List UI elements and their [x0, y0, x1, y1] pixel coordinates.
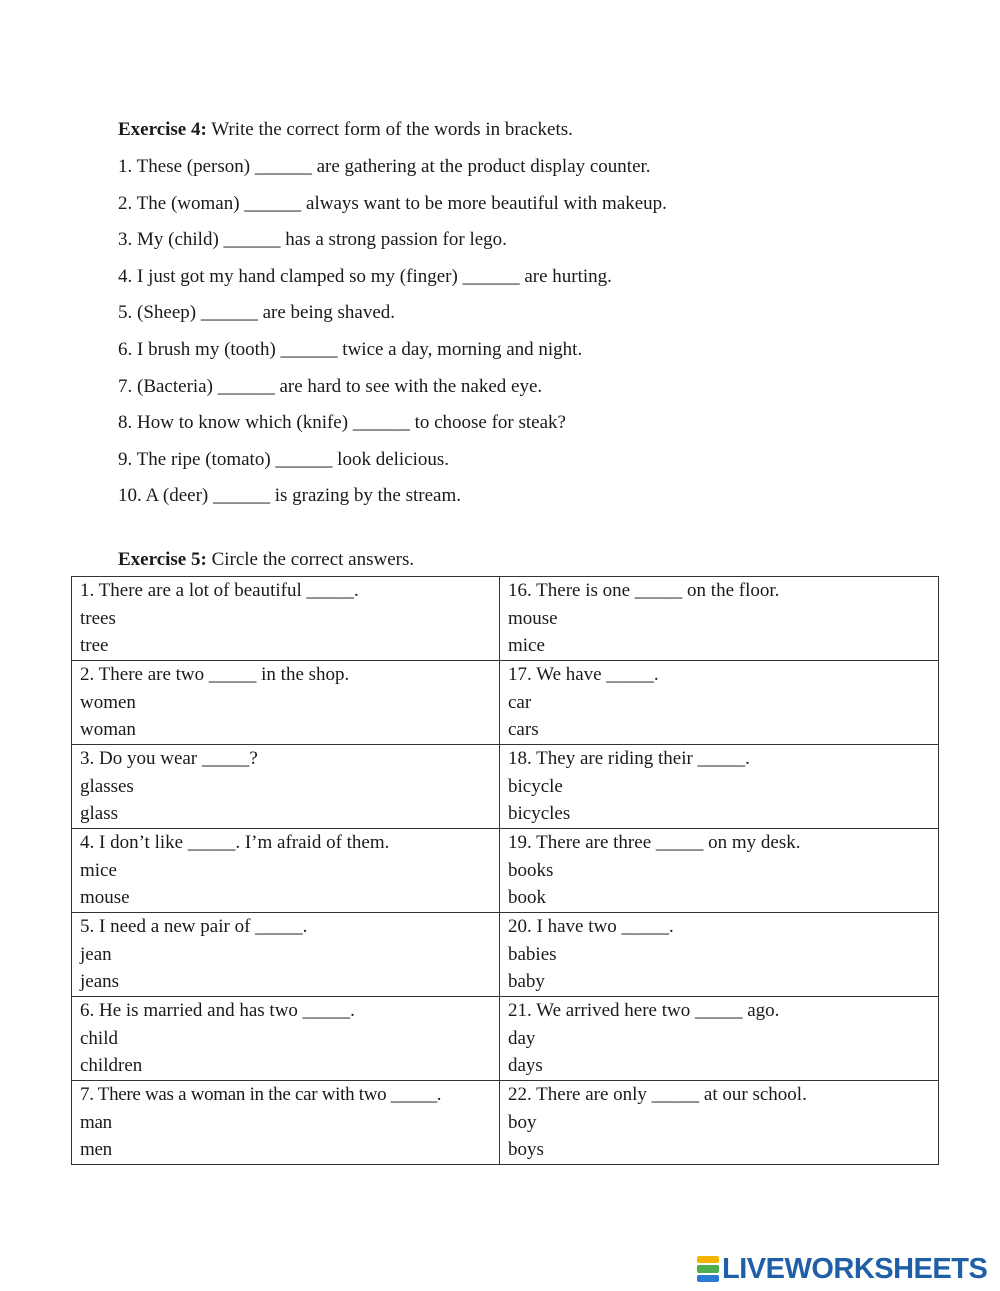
- exercise-4-item: 8. How to know which (knife) ______ to choose for steak?: [118, 412, 566, 434]
- answer-option[interactable]: children: [80, 1055, 143, 1076]
- answer-option[interactable]: day: [508, 1027, 536, 1049]
- answer-option[interactable]: boy: [508, 1111, 537, 1133]
- answer-option[interactable]: jean: [80, 943, 112, 965]
- question-cell: [500, 745, 939, 829]
- answer-option[interactable]: mouse: [508, 607, 558, 629]
- exercise-4-item: 9. The ripe (tomato) ______ look delicious.: [118, 448, 450, 470]
- question-text: 16. There is one _____ on the floor.: [508, 580, 780, 601]
- exercise-4-item: 4. I just got my hand clamped so my (finger) ______ are hurting.: [118, 265, 612, 287]
- logo-block-green: [697, 1265, 719, 1272]
- question-cell: [72, 745, 500, 829]
- liveworksheets-logo: [697, 1254, 987, 1284]
- question-text: 6. He is married and has two _____.: [80, 1000, 355, 1021]
- logo-blocks-icon: [697, 1256, 719, 1282]
- exercise-4-item: 2. The (woman) ______ always want to be more beautiful with makeup.: [118, 192, 667, 214]
- question-cell: [500, 661, 939, 745]
- question-cell: [72, 997, 500, 1081]
- answer-option[interactable]: days: [508, 1055, 543, 1076]
- answer-option[interactable]: tree: [80, 635, 109, 656]
- answer-option[interactable]: book: [508, 887, 546, 908]
- table-row: [72, 829, 939, 913]
- answer-option[interactable]: mouse: [80, 887, 130, 908]
- exercise-4-item: 3. My (child) ______ has a strong passion for lego.: [118, 229, 507, 251]
- answer-option[interactable]: man: [80, 1111, 112, 1133]
- question-text: 4. I don’t like _____. I’m afraid of them.: [80, 832, 390, 853]
- exercise-4-item: 6. I brush my (tooth) ______ twice a day, morning and night.: [118, 338, 583, 360]
- exercise-5-table: [71, 576, 939, 1165]
- question-cell: [500, 577, 939, 661]
- question-text: 18. They are riding their _____.: [508, 748, 750, 769]
- logo-block-yellow: [697, 1256, 719, 1263]
- question-cell: [500, 913, 939, 997]
- answer-option[interactable]: car: [508, 691, 532, 713]
- question-text: 1. There are a lot of beautiful _____.: [80, 580, 359, 601]
- table-row: [72, 577, 939, 661]
- table-row: [72, 745, 939, 829]
- answer-option[interactable]: glass: [80, 803, 118, 824]
- table-row: [72, 1081, 939, 1165]
- answer-option[interactable]: bicycles: [508, 803, 571, 824]
- exercise-5-instruction: Circle the correct answers.: [206, 549, 415, 570]
- answer-option[interactable]: trees: [80, 607, 116, 629]
- answer-option[interactable]: baby: [508, 971, 545, 992]
- answer-option[interactable]: mice: [80, 859, 117, 881]
- question-cell: [72, 661, 500, 745]
- exercise-4-heading: [118, 118, 573, 142]
- question-cell: [500, 829, 939, 913]
- table-row: [72, 913, 939, 997]
- answer-option[interactable]: mice: [508, 635, 545, 656]
- table-row: [72, 661, 939, 745]
- answer-option[interactable]: child: [80, 1027, 118, 1049]
- answer-option[interactable]: woman: [80, 719, 136, 740]
- logo-block-blue: [697, 1275, 719, 1282]
- answer-option[interactable]: women: [80, 691, 136, 713]
- question-cell: [500, 997, 939, 1081]
- exercise-5-heading: [118, 548, 414, 572]
- question-text: 2. There are two _____ in the shop.: [80, 664, 350, 685]
- answer-option[interactable]: cars: [508, 719, 539, 740]
- question-text: 3. Do you wear _____?: [80, 748, 258, 769]
- question-cell: [72, 577, 500, 661]
- question-cell: [72, 913, 500, 997]
- answer-option[interactable]: books: [508, 859, 554, 881]
- question-text: 21. We arrived here two _____ ago.: [508, 1000, 780, 1021]
- question-text: 19. There are three _____ on my desk.: [508, 832, 801, 853]
- question-cell: [72, 829, 500, 913]
- table-row: [72, 997, 939, 1081]
- answer-option[interactable]: men: [80, 1139, 112, 1160]
- question-text: 5. I need a new pair of _____.: [80, 916, 308, 937]
- question-text: 20. I have two _____.: [508, 916, 674, 937]
- exercise-4-item: 1. These (person) ______ are gathering at the product display counter.: [118, 156, 651, 177]
- answer-option[interactable]: boys: [508, 1139, 544, 1160]
- exercise-5-label: Exercise 5:: [118, 549, 207, 570]
- answer-option[interactable]: jeans: [80, 971, 120, 992]
- exercise-4-item: 5. (Sheep) ______ are being shaved.: [118, 302, 396, 324]
- logo-text: LIVEWORKSHEETS: [722, 1252, 988, 1285]
- answer-option[interactable]: bicycle: [508, 775, 563, 797]
- exercise-4-instruction: Write the correct form of the words in brackets.: [206, 119, 573, 140]
- question-cell: [72, 1081, 500, 1165]
- exercise-4-label: Exercise 4:: [118, 119, 207, 140]
- exercise-4-item: 7. (Bacteria) ______ are hard to see with the naked eye.: [118, 375, 543, 397]
- question-text: 17. We have _____.: [508, 664, 659, 685]
- exercise-4-item: 10. A (deer) ______ is grazing by the stream.: [118, 485, 461, 507]
- question-text: 7. There was a woman in the car with two _____.: [80, 1084, 442, 1105]
- answer-option[interactable]: glasses: [80, 775, 134, 797]
- question-text: 22. There are only _____ at our school.: [508, 1084, 807, 1105]
- question-cell: [500, 1081, 939, 1165]
- exercise-4-list: [118, 155, 667, 521]
- answer-option[interactable]: babies: [508, 943, 557, 965]
